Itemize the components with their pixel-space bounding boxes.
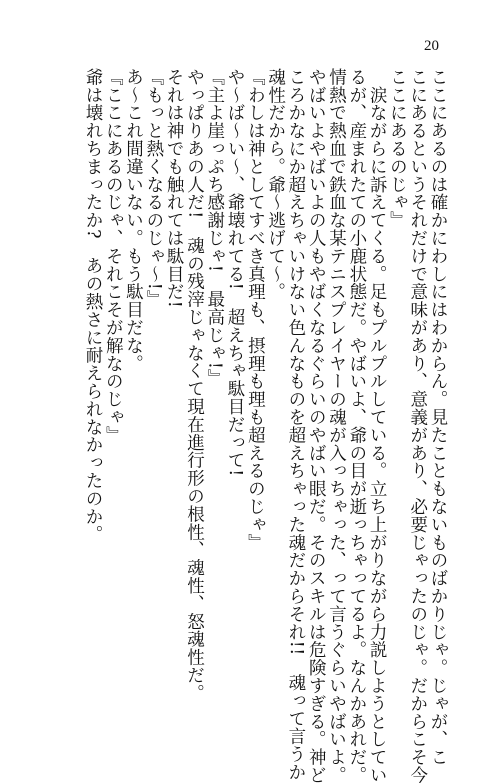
novel-text-block [82, 68, 448, 784]
text-line: 爺は壊れちまったか? あの熱さに耐えられなかったのか。 [82, 68, 103, 544]
text-line: や～ば～い～、爺壊れてる! 超えちゃ駄目だって! [225, 68, 246, 477]
text-line: ころかなにか超えちゃいけない色んなものを超えちゃった魂だからそれ!! 魂って言うか [285, 68, 306, 781]
text-line: それは神でも触れては駄目だ! [164, 68, 185, 309]
page-number: 20 [424, 38, 439, 54]
text-line: るが、産まれたての小鹿状態だ。やばいよ、爺の目が逝っちゃってるよ。なんかあれだ。 [346, 68, 367, 784]
text-line: ここにあるのは確かにわしにはわからん。見たこともないものばかりじゃ。じゃが、こ [428, 68, 448, 767]
text-line: 『主よ崖っぷち感謝じゃ! 最高じゃ!』 [204, 68, 225, 388]
text-line: 『もっと熱くなるのじゃ～!』 [143, 68, 164, 309]
text-line: 魂性だから。爺～逃げて～。 [265, 68, 286, 301]
text-line: 情熱で熱血で鉄血な某テニスプレイヤーの魂が入っちゃった、って言うぐらいやばいよ。 [326, 68, 347, 784]
text-line: やばいよやばいよの人もやばくなるぐらいのやばい眼だ。そのスキルは危険すぎる。神ど [306, 68, 327, 784]
text-line: こにあるというそれだけで意味があり、意義があり、必要じゃったのじゃ。だからこそ今 [407, 68, 428, 784]
text-line: あ～これ間違いない。もう駄目だな。 [123, 68, 144, 373]
text-line: 涙ながらに訴えてくる。足もプルプルしている。立ち上がりながら力説しようとしてい [367, 68, 388, 784]
text-line: やっぱりあの人だ! 魂の残滓じゃなくて現在進行形の根性、魂性、怒魂性だ。 [184, 68, 205, 702]
text-line: ここにあるのじゃ』 [387, 68, 408, 230]
text-line: 『わしは神としてすべき真理も、摂理も理も超えるのじゃ』 [245, 68, 266, 552]
text-line: 『ここにあるのじゃ、それこそが解なのじゃ』 [103, 68, 124, 444]
